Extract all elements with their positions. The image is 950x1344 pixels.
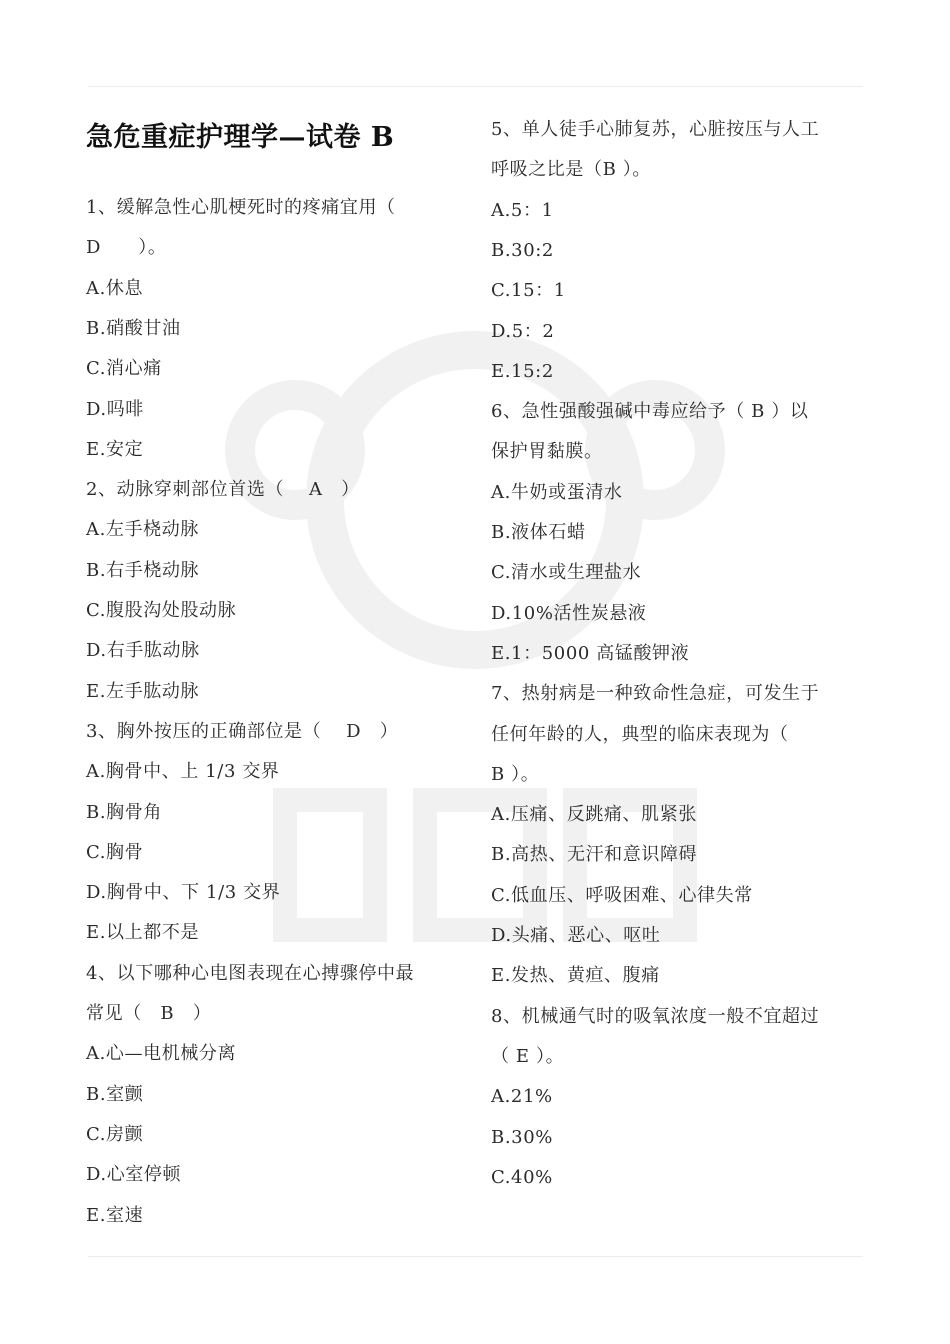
text-line: C.清水或生理盐水: [491, 562, 642, 584]
text-line: A.5：1: [491, 199, 554, 221]
text-line: 6、急性强酸强碱中毒应给予（ B ）以: [491, 401, 809, 423]
text-line: A.21%: [491, 1086, 553, 1108]
text-line: B.室颤: [86, 1083, 144, 1105]
text-line: E.左手肱动脉: [86, 680, 200, 702]
text-line: B.高热、无汗和意识障碍: [491, 844, 698, 866]
top-rule: [88, 86, 863, 87]
text-line: 3、胸外按压的正确部位是（ D ）: [86, 720, 399, 742]
text-line: A.左手桡动脉: [86, 519, 199, 541]
text-line: D.心室停顿: [86, 1164, 182, 1186]
text-line: D.右手肱动脉: [86, 640, 200, 662]
text-line: C.房颤: [86, 1123, 144, 1145]
text-line: B.右手桡动脉: [86, 559, 200, 581]
text-line: B.30:2: [491, 239, 554, 261]
text-line: 5、单人徒手心肺复苏，心脏按压与人工: [491, 119, 820, 140]
text-line: C.消心痛: [86, 358, 162, 380]
text-line: E.安定: [86, 438, 144, 460]
text-line: A.压痛、反跳痛、肌紧张: [491, 804, 697, 826]
text-line: C.胸骨: [86, 841, 144, 863]
text-line: 2、动脉穿刺部位首选（ A ）: [86, 479, 360, 501]
text-line: D.胸骨中、下 1/3 交界: [86, 882, 281, 904]
text-line: A.休息: [86, 277, 144, 299]
text-line: B.液体石蜡: [491, 522, 586, 543]
text-line: 任何年龄的人，典型的临床表现为（: [491, 723, 789, 745]
text-line: B.30%: [491, 1126, 553, 1148]
page-title: 急危重症护理学—试卷 B: [86, 122, 395, 153]
text-line: 呼吸之比是（B ）。: [491, 159, 651, 181]
text-line: D.5：2: [491, 320, 555, 342]
text-line: C.40%: [491, 1166, 553, 1188]
text-line: B ）。: [491, 763, 540, 785]
text-line: E.发热、黄疸、腹痛: [491, 965, 660, 987]
text-line: 保护胃黏膜。: [491, 441, 603, 463]
text-line: D.头痛、恶心、呕吐: [491, 925, 661, 946]
text-line: A.心—电机械分离: [86, 1043, 237, 1065]
text-line: D.10%活性炭悬液: [491, 602, 647, 624]
text-line: C.腹股沟处股动脉: [86, 600, 237, 621]
text-line: D ）。: [86, 237, 167, 259]
text-line: （ E ）。: [491, 1045, 565, 1067]
text-line: 8、机械通气时的吸氧浓度一般不宜超过: [491, 1005, 820, 1027]
text-line: E.15:2: [491, 360, 554, 382]
text-line: A.胸骨中、上 1/3 交界: [86, 761, 280, 783]
text-line: 4、以下哪种心电图表现在心搏骤停中最: [86, 962, 415, 984]
text-line: A.牛奶或蛋清水: [491, 481, 623, 503]
text-line: B.胸骨角: [86, 801, 162, 823]
text-line: C.低血压、呼吸困难、心律失常: [491, 884, 753, 906]
text-line: E.以上都不是: [86, 922, 200, 944]
text-line: D.吗啡: [86, 398, 144, 420]
text-line: 常见（ B ）: [86, 1003, 212, 1024]
text-line: 1、缓解急性心肌梗死时的疼痛宜用（: [86, 197, 396, 218]
bottom-rule: [88, 1256, 863, 1257]
text-line: E.1：5000 高锰酸钾液: [491, 642, 690, 664]
text-line: 7、热射病是一种致命性急症，可发生于: [491, 683, 820, 705]
text-line: E.室速: [86, 1204, 144, 1226]
text-line: B.硝酸甘油: [86, 317, 181, 339]
text-line: C.15：1: [491, 280, 566, 302]
